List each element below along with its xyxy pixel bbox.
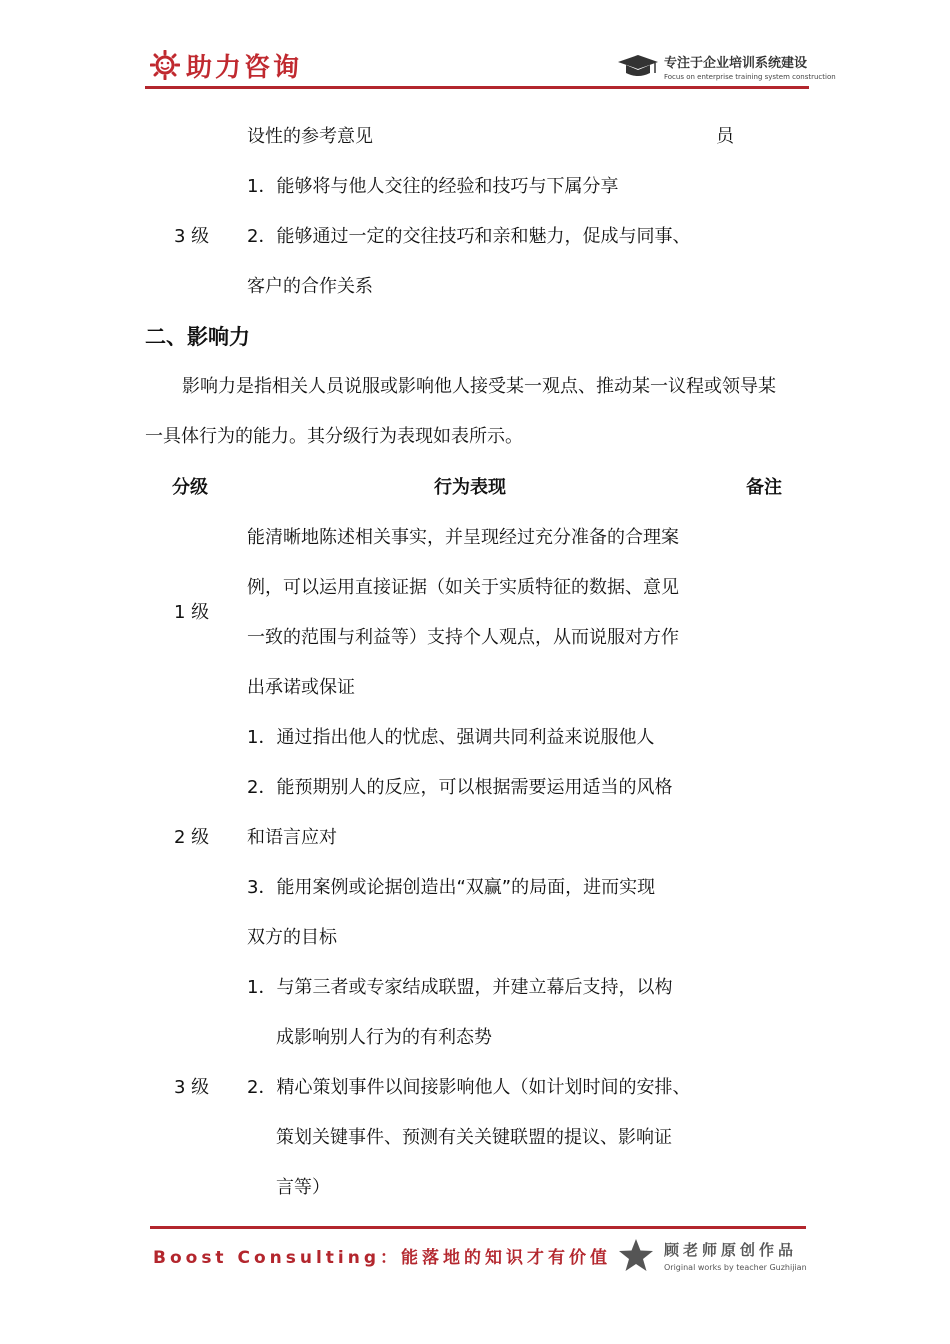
table-header-level: 分级 (172, 477, 208, 498)
level1-line: 一致的范围与利益等）支持个人观点，从而说服对方作 (247, 627, 679, 648)
table-header-note: 备注 (746, 477, 782, 498)
footer-slogan: Boost Consulting：能落地的知识才有价值 (153, 1248, 612, 1268)
intro-paragraph-line2: 一具体行为的能力。其分级行为表现如表所示。 (145, 426, 523, 447)
star-icon (618, 1238, 654, 1272)
footer-credit-cn: 顾老师原创作品 (664, 1240, 798, 1259)
level3-line: 1．与第三者或专家结成联盟，并建立幕后支持，以构 (247, 977, 673, 998)
table-header-behavior: 行为表现 (434, 477, 506, 498)
level3-line: 成影响别人行为的有利态势 (276, 1027, 492, 1048)
prev-level3-item2-line1: 2．能够通过一定的交往技巧和亲和魅力，促成与同事、 (247, 226, 691, 247)
level3-line: 策划关键事件、预测有关关键联盟的提议、影响证 (276, 1127, 672, 1148)
footer-credit-en: Original works by teacher Guzhijian (664, 1262, 807, 1272)
header-slogan (616, 52, 836, 81)
prev-row2-note-continuation: 员 (716, 126, 734, 147)
slogan-cn: 专注于企业培训系统建设 (664, 56, 808, 71)
header-divider (145, 86, 809, 89)
level2-label: 2 级 (174, 827, 210, 848)
prev-row2-continuation: 设性的参考意见 (247, 126, 373, 147)
prev-level3-item1: 1．能够将与他人交往的经验和技巧与下属分享 (247, 176, 619, 197)
level2-line: 2．能预期别人的反应，可以根据需要运用适当的风格 (247, 777, 673, 798)
graduation-cap-icon (616, 54, 660, 80)
level3-line: 2．精心策划事件以间接影响他人（如计划时间的安排、 (247, 1077, 691, 1098)
intro-paragraph-line1: 影响力是指相关人员说服或影响他人接受某一观点、推动某一议程或领导某 (182, 376, 776, 397)
prev-level3-item2-line2: 客户的合作关系 (247, 276, 373, 297)
level2-line: 和语言应对 (247, 827, 337, 848)
level3-label: 3 级 (174, 1077, 210, 1098)
prev-level3-label: 3 级 (174, 226, 210, 247)
level2-line: 3．能用案例或论据创造出“双赢”的局面，进而实现 (247, 877, 656, 898)
level1-line: 例，可以运用直接证据（如关于实质特征的数据、意见 (247, 577, 679, 598)
level2-line: 双方的目标 (247, 927, 337, 948)
section-heading: 二、影响力 (145, 325, 250, 349)
footer-divider (150, 1226, 806, 1229)
level1-line: 出承诺或保证 (247, 677, 355, 698)
sun-face-icon (150, 50, 180, 80)
level1-line: 能清晰地陈述相关事实，并呈现经过充分准备的合理案 (247, 527, 679, 548)
brand-logo (150, 48, 302, 82)
level3-line: 言等） (276, 1177, 330, 1198)
footer-credit (618, 1238, 807, 1272)
level1-label: 1 级 (174, 602, 210, 623)
logo-text: 助力咨询 (186, 52, 303, 83)
slogan-en: Focus on enterprise training system construction (664, 73, 836, 81)
level2-line: 1．通过指出他人的忧虑、强调共同利益来说服他人 (247, 727, 655, 748)
